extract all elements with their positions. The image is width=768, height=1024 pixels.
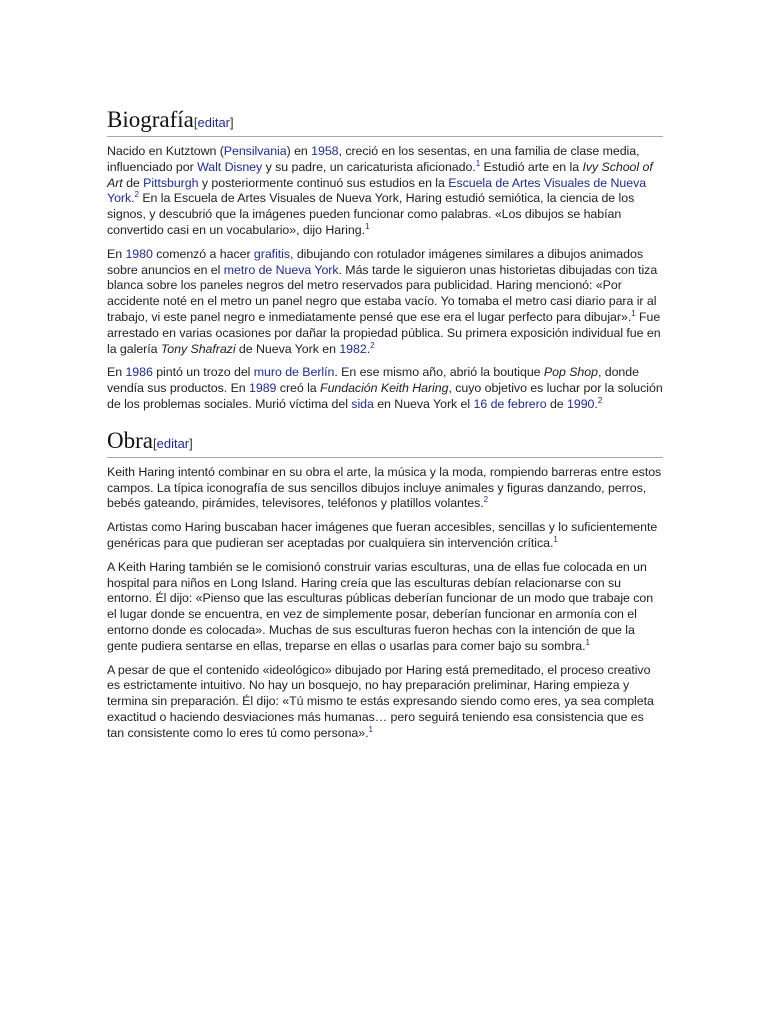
reference-sup[interactable] — [553, 535, 557, 544]
text-run: , cuyo objetivo es luchar por la solución de los problemas sociales. Murió víctima del — [107, 381, 663, 411]
edit-link-text[interactable]: editar — [156, 435, 190, 451]
text-run: . En ese mismo año, abrió la boutique — [334, 365, 544, 380]
wiki-link[interactable]: muro de Berlín — [253, 365, 335, 380]
text-run: y posteriormente continuó sus estudios en la — [198, 175, 449, 190]
section-heading — [107, 427, 663, 458]
text-run: creó la — [276, 381, 321, 396]
paragraph — [107, 560, 663, 655]
paragraph — [107, 247, 663, 358]
wiki-link[interactable]: Pensilvania — [223, 144, 287, 158]
text-run: de — [546, 396, 568, 411]
text-run: . Más tarde le siguieron unas historietas dibujadas con tiza blanca sobre los paneles negros del metro reservados para publicidad. Haring mencionó: «Por accidente noté en el metro un panel negro que estaba vacío. Yo tomaba el metro casi diario para ir al trabajo, vi este panel negro e inmediatamente pensé que ese era el lugar perfecto para dibujar». — [107, 262, 658, 324]
reference-link[interactable]: 1 — [585, 637, 590, 647]
section-biografia — [107, 106, 663, 413]
reference-sup[interactable] — [369, 725, 373, 734]
paragraph — [107, 520, 663, 552]
text-run: En la Escuela de Artes Visuales de Nueva York, Haring estudió semiótica, la ciencia de los signos, y descubrió que la imágenes pueden funcionar como palabras. «Los dibujos se habían convertido casi en un vocabulario», dijo Haring. — [107, 191, 635, 237]
text-run: . — [366, 341, 371, 356]
wiki-link[interactable]: Escuela de Artes Visuales de Nueva York — [107, 175, 647, 206]
text-run: En — [107, 365, 126, 380]
wiki-link[interactable]: 1989 — [249, 381, 277, 396]
section-paragraphs — [107, 465, 663, 742]
text-run: comenzó a hacer — [152, 246, 254, 261]
text-run: Nacido en Kutztown ( — [107, 144, 224, 158]
text-run: en Nueva York el — [373, 396, 474, 411]
reference-link[interactable]: 1 — [631, 308, 636, 318]
edit-section-link[interactable]: [editar] — [152, 435, 193, 451]
section-title: Biografía — [107, 107, 194, 132]
text-run: ) en — [286, 144, 312, 158]
paragraph — [107, 465, 663, 512]
text-run: , donde vendía sus productos. En — [107, 365, 639, 396]
text-run: Keith Haring intentó combinar en su obra el arte, la música y la moda, rompiendo barreras entre estos campos. La típica iconografía de sus sencillos dibujos incluye animales y figuras danzando, perros, bebés gateando, pirámides, televisores, teléfonos y platillos volantes. — [107, 464, 662, 511]
reference-link[interactable]: 1 — [475, 158, 481, 168]
italic-text: Fundación Keith Haring — [320, 381, 449, 396]
reference-link[interactable]: 1 — [364, 221, 370, 231]
edit-section-link[interactable]: [editar] — [193, 115, 234, 130]
wiki-link[interactable]: Pittsburgh — [143, 175, 199, 190]
italic-text: Tony Shafrazi — [160, 341, 236, 356]
text-run: Artistas como Haring buscaban hacer imágenes que fueran accesibles, sencillas y lo suficientemente genéricas para que pudieran ser aceptadas por cualquiera sin intervención crítica. — [107, 520, 658, 550]
italic-text: Pop Shop — [543, 365, 598, 380]
reference-sup[interactable] — [365, 222, 369, 231]
reference-link[interactable]: 1 — [368, 724, 373, 734]
wiki-link[interactable]: 16 de febrero — [473, 396, 547, 411]
reference-link[interactable]: 2 — [483, 495, 489, 505]
reference-link[interactable]: 2 — [134, 190, 139, 200]
reference-sup[interactable] — [484, 495, 488, 504]
reference-sup[interactable] — [598, 396, 602, 405]
wiki-link[interactable]: 1958 — [311, 144, 339, 158]
text-run: y su padre, un caricaturista aficionado. — [262, 159, 476, 174]
wiki-link[interactable]: 1982 — [339, 341, 367, 356]
wiki-link[interactable]: 1986 — [125, 365, 153, 380]
article-body — [107, 106, 663, 750]
paragraph — [107, 365, 663, 412]
section-heading — [107, 106, 663, 137]
text-run: de Nueva York en — [235, 341, 340, 356]
paragraph — [107, 144, 663, 239]
paragraph — [107, 663, 663, 742]
section-paragraphs — [107, 144, 663, 413]
wiki-link[interactable]: metro de Nueva York — [223, 262, 339, 277]
italic-text: Ivy School of Art — [107, 159, 653, 190]
text-run: A pesar de que el contenido «ideológico» dibujado por Haring está premeditado, el proceso creativo es estrictamente intuitivo. No hay un bosquejo, no hay preparación preliminar, Haring empieza y termina sin preparación. Él dijo: «Tú mismo te estás expresando siendo como eres, ya sea completa exactitud o haciendo desviaciones más humanas… pero seguirá teniendo esa consistencia que es tan consistente como lo eres tú como persona». — [107, 662, 654, 740]
reference-link[interactable]: 2 — [370, 340, 375, 350]
reference-sup[interactable] — [585, 638, 589, 647]
text-run: En — [107, 246, 126, 261]
section-title: Obra — [107, 427, 153, 453]
section-obra — [107, 427, 663, 742]
edit-link-text[interactable]: editar — [197, 115, 231, 130]
wiki-link[interactable]: 1990 — [567, 396, 595, 411]
reference-link[interactable]: 1 — [553, 534, 558, 544]
text-run: , creció en los sesentas, en una familia de clase media, influenciado por — [107, 144, 640, 174]
wiki-link[interactable]: Walt Disney — [197, 159, 263, 174]
text-run: de — [122, 175, 144, 190]
text-run: Fue arrestado en varias ocasiones por dañar la propiedad pública. Su primera exposición individual fue en la galería — [107, 309, 661, 356]
text-run: pintó un trozo del — [152, 365, 254, 380]
wiki-link[interactable]: 1980 — [125, 246, 153, 261]
reference-sup[interactable] — [370, 340, 374, 349]
text-run: Estudió arte en la — [480, 159, 583, 174]
text-run: . — [131, 191, 135, 206]
wiki-link[interactable]: grafitis — [253, 246, 291, 261]
text-run: A Keith Haring también se le comisionó construir varias esculturas, una de ellas fue colocada en un hospital para niños en Long Island. Haring creía que las esculturas debían relacionarse con su entorno. Él dijo: «Pienso que las esculturas públicas deberían funcionar de un modo que trabaje con el lugar donde se encuentra, en vez de simplemente posar, deberían funcionar en armonía con el entorno donde es colocada». Muchas de sus esculturas fueron hechas con la intención de que la gente pudiera sentarse en ellas, treparse en ellas o usarlas para comer bajo su sombra. — [107, 559, 654, 653]
wiki-link[interactable]: sida — [351, 396, 374, 411]
text-run: . — [594, 396, 598, 411]
reference-link[interactable]: 2 — [597, 395, 603, 405]
text-run: , dibujando con rotulador imágenes similares a dibujos animados sobre anuncios en el — [107, 246, 643, 277]
